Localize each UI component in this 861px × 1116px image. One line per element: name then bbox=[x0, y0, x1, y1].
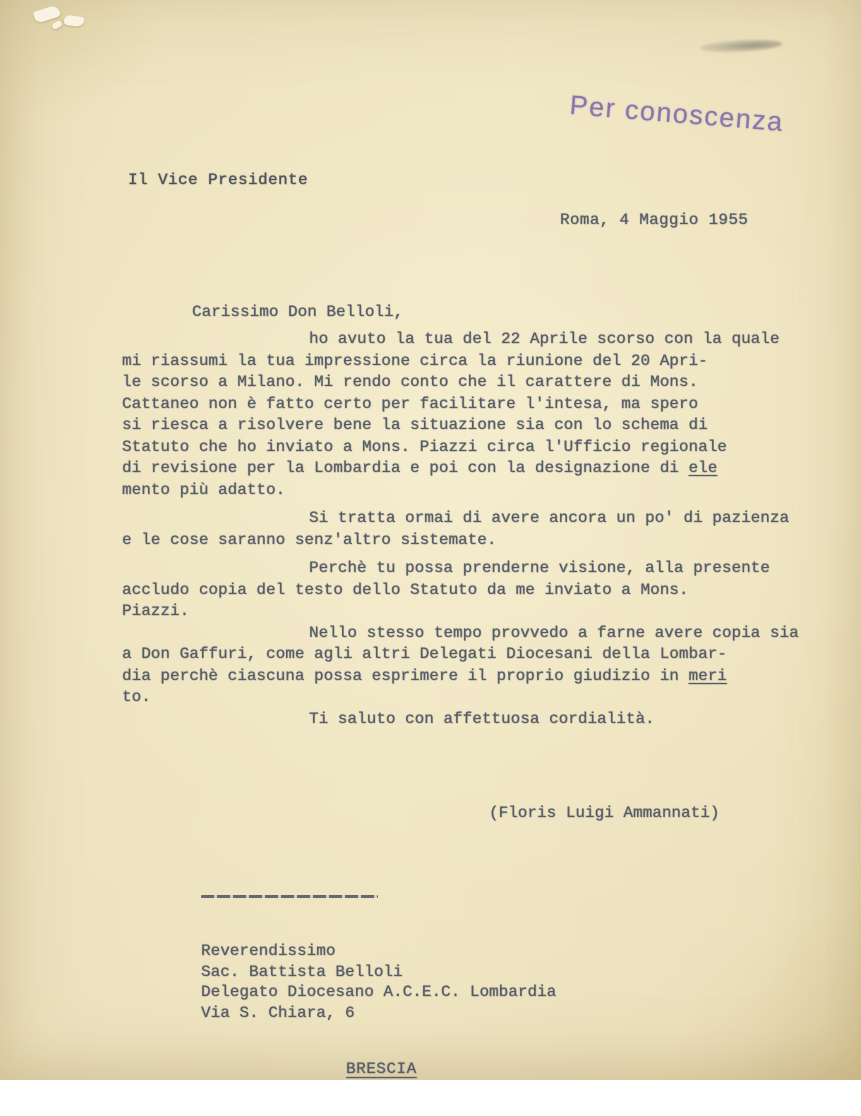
recipient-line: Delegato Diocesano A.C.E.C. Lombardia bbox=[201, 983, 557, 1002]
paragraph bbox=[122, 623, 799, 709]
letter-line: accludo copia del testo dello Statuto da me inviato a Mons. bbox=[122, 580, 689, 599]
signature: (Floris Luigi Ammannati) bbox=[489, 804, 720, 822]
recipient-line: Sac. Battista Belloli bbox=[201, 962, 403, 981]
letter-body bbox=[122, 329, 799, 730]
letter-line: ho avuto la tua del 22 Aprile scorso con la quale bbox=[309, 330, 780, 348]
letter-line: Statuto che ho inviato a Mons. Piazzi circa l'Ufficio regionale bbox=[122, 437, 727, 456]
ink-smudge bbox=[700, 38, 783, 54]
letter-line: Piazzi. bbox=[122, 602, 190, 620]
letter-line: to. bbox=[122, 688, 151, 706]
paragraph bbox=[122, 709, 767, 731]
letter-line: dia perchè ciascuna possa esprimere il proprio giudizio in meri bbox=[122, 666, 727, 685]
sender-title: Il Vice Presidente bbox=[128, 171, 309, 189]
per-conoscenza-stamp: Per conoscenza bbox=[568, 90, 785, 138]
letter-line: Nello stesso tempo provvedo a farne avere copia sia bbox=[309, 623, 799, 642]
recipient-city: BRESCIA bbox=[346, 1060, 417, 1079]
letter-line: Cattaneo non è fatto certo per facilitare l'intesa, ma spero bbox=[122, 394, 699, 413]
letter-line: mi riassumi la tua impressione circa la riunione del 20 Apri- bbox=[122, 351, 708, 370]
recipient-line: Via S. Chiara, 6 bbox=[201, 1003, 355, 1022]
letter-line: Si tratta ormai di avere ancora un po' di pazienza bbox=[309, 509, 790, 527]
letter-line: a Don Gaffuri, come agli altri Delegati Diocesani della Lombar- bbox=[122, 645, 727, 663]
paper-tear-mark bbox=[51, 20, 63, 30]
recipient-block bbox=[201, 859, 556, 1116]
letter-line: Perchè tu possa prenderne visione, alla presente bbox=[309, 559, 770, 577]
letter-line: si riesca a risolvere bene la situazione sia con lo schema di bbox=[122, 416, 708, 434]
letter-line: mento più adatto. bbox=[122, 480, 286, 499]
recipient-line: Reverendissimo bbox=[201, 942, 336, 960]
paragraph bbox=[122, 508, 790, 551]
letter-line: di revisione per la Lombardia e poi con la designazione di ele bbox=[122, 459, 718, 477]
paper-tear-mark bbox=[63, 15, 84, 28]
letter-line: Ti saluto con affettuosa cordialità. bbox=[309, 709, 655, 728]
typed-rule bbox=[201, 895, 378, 898]
letter-line: le scorso a Milano. Mi rendo conto che il carattere di Mons. bbox=[122, 373, 699, 391]
paragraph bbox=[122, 329, 780, 501]
dateline: Roma, 4 Maggio 1955 bbox=[560, 211, 749, 229]
letter-line: e le cose saranno senz'altro sistemate. bbox=[122, 530, 497, 549]
salutation: Carissimo Don Belloli, bbox=[192, 303, 404, 321]
recipient-lines bbox=[201, 941, 556, 1023]
paragraph bbox=[122, 558, 770, 623]
